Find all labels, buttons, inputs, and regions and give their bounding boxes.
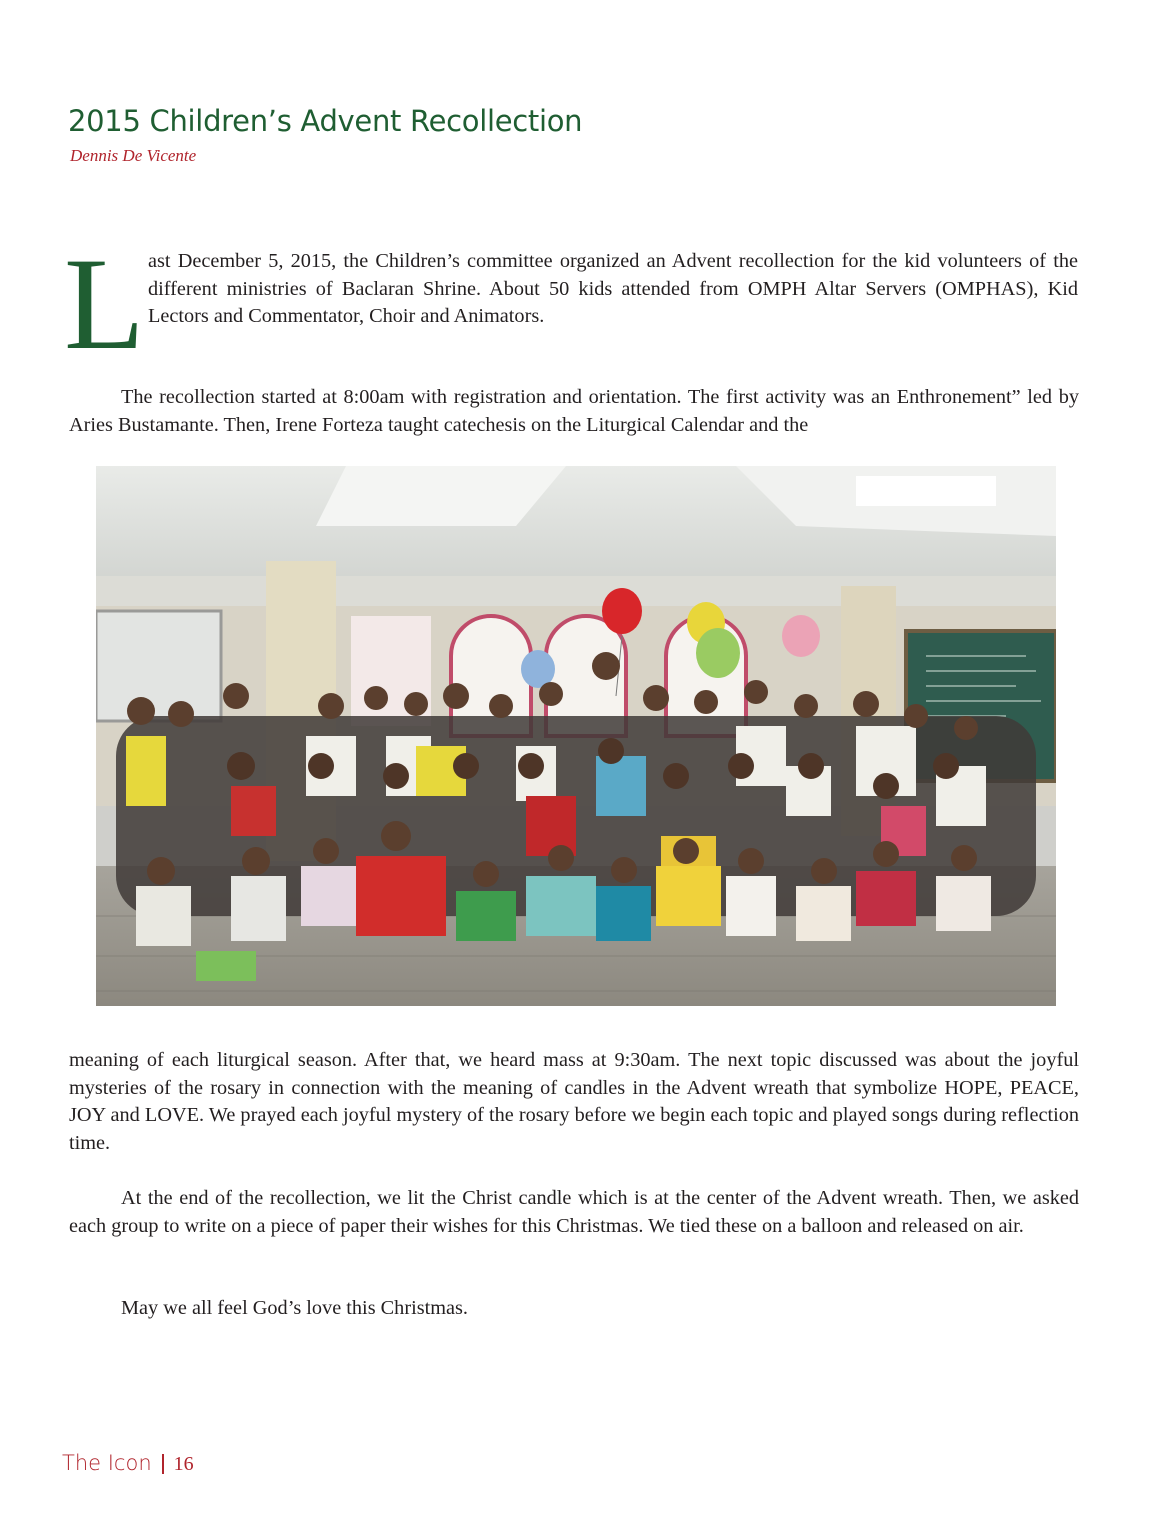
- drop-cap: L: [64, 230, 145, 377]
- footer-divider: [162, 1454, 164, 1474]
- page-footer: [62, 1451, 194, 1476]
- paragraph-schedule: The recollection started at 8:00am with registration and orientation. The first activity was an Enthronement” led by Aries Bustamante. Then, Irene Forteza taught catechesis on the Liturgical Calendar and the: [69, 386, 1079, 436]
- paragraph-closing: At the end of the recollection, we lit the Christ candle which is at the center of the Advent wreath. Then, we asked each group to write on a piece of paper their wishes for this Christmas. We tied these on a balloon and released on air.: [69, 1187, 1079, 1237]
- paragraph-activities: meaning of each liturgical season. After that, we heard mass at 9:30am. The next topic discussed was about the joyful mysteries of the rosary in connection with the meaning of candles in the Advent wreath that symbolize HOPE, PEACE, JOY and LOVE. We prayed each joyful mystery of the rosary before we begin each topic and played songs during reflection time.: [69, 1049, 1079, 1154]
- page-number: 16: [173, 1453, 194, 1475]
- article-title: 2015 Children’s Advent Recollection: [68, 104, 583, 138]
- group-photo-illustration: [96, 466, 1056, 1006]
- publication-name: The Icon: [62, 1451, 152, 1475]
- paragraph-blessing: May we all feel God’s love this Christmas.: [121, 1297, 468, 1319]
- paragraph-intro: ast December 5, 2015, the Children’s committee organized an Advent recollection for the kid volunteers of the different ministries of Baclaran Shrine. About 50 kids attended from OMPH Altar Servers (OMPHAS), Kid Lectors and Commentator, Choir and Animators.: [148, 250, 1078, 327]
- group-photo: [96, 466, 1056, 1006]
- article-author: Dennis De Vicente: [70, 146, 197, 165]
